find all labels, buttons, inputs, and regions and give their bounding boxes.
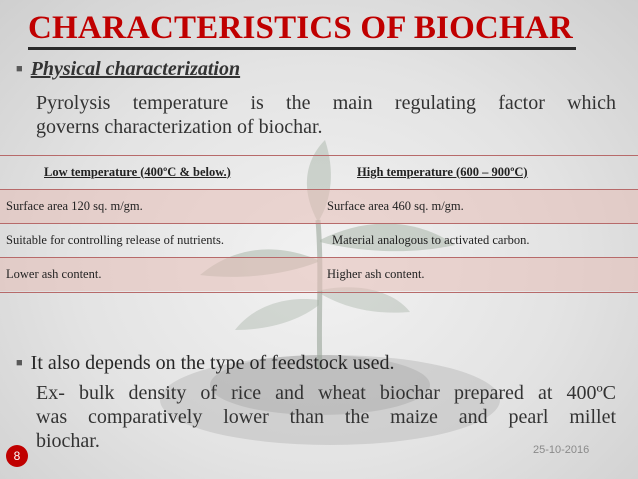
example-line-3: biochar. bbox=[36, 430, 100, 452]
page-number-badge: 8 bbox=[6, 445, 28, 467]
table-cell-high: Material analogous to activated carbon. bbox=[332, 233, 530, 247]
table-header-row bbox=[0, 155, 638, 189]
intro-line-2: governs characterization of biochar. bbox=[36, 116, 323, 138]
table-cell-low: Suitable for controlling release of nutrients. bbox=[6, 233, 224, 247]
example-line-2: was comparatively lower than the maize and pearl millet bbox=[36, 406, 616, 428]
example-line-1: Ex- bulk density of rice and wheat biochar prepared at 400ºC bbox=[36, 382, 616, 404]
table-top-border bbox=[0, 155, 638, 156]
feedstock-bullet-row bbox=[16, 352, 394, 375]
subheading-row bbox=[16, 58, 240, 81]
table-row bbox=[0, 190, 638, 223]
intro-line-1: Pyrolysis temperature is the main regulating factor which bbox=[36, 92, 616, 114]
slide-date: 25-10-2016 bbox=[533, 444, 590, 456]
table-cell-low: Surface area 120 sq. m/gm. bbox=[6, 199, 143, 213]
physical-characterization-heading: Physical characterization bbox=[30, 58, 241, 80]
table-row bbox=[0, 224, 638, 257]
feedstock-statement: It also depends on the type of feedstock used. bbox=[30, 352, 395, 374]
table-cell-high: Higher ash content. bbox=[327, 267, 425, 281]
table-cell-low: Lower ash content. bbox=[6, 267, 102, 281]
table-header-high-temp: High temperature (600 – 900ºC) bbox=[357, 164, 528, 179]
square-bullet-icon: ■ bbox=[16, 63, 23, 75]
table-header-low-temp: Low temperature (400ºC & below.) bbox=[44, 164, 231, 179]
table-bottom-border bbox=[0, 292, 638, 293]
table-row bbox=[0, 258, 638, 291]
table-cell-high: Surface area 460 sq. m/gm. bbox=[327, 199, 464, 213]
title-underline bbox=[28, 47, 576, 50]
square-bullet-icon: ■ bbox=[16, 357, 23, 369]
slide-title: CHARACTERISTICS OF BIOCHAR bbox=[28, 10, 573, 46]
